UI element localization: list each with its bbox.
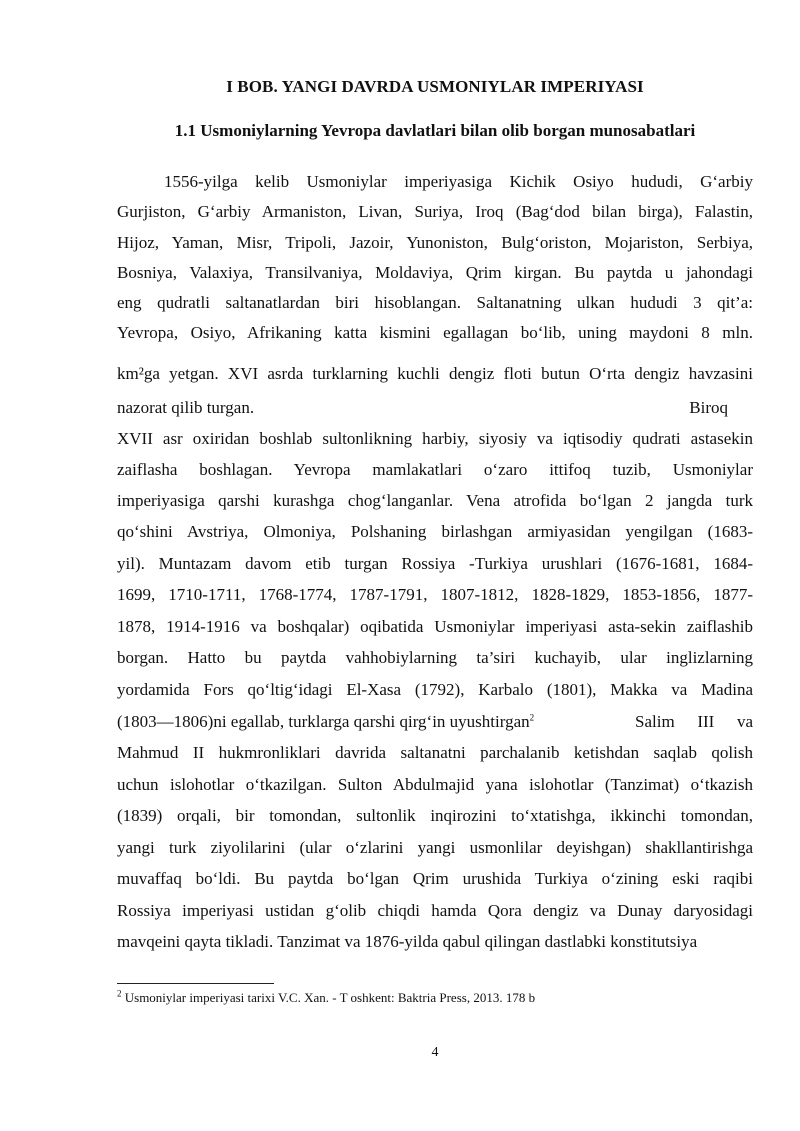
footnote-text: Usmoniylar imperiyasi tarixi V.C. Xan. - T oshkent: Baktria Press, 2013. 178 b [124, 990, 536, 1005]
line-right-text: Biroq [689, 398, 728, 417]
line-left-text [117, 707, 534, 737]
paragraph-line: imperiyasiga qarshi kurashga chog‘langanlar. Vena atrofida bo‘lgan 2 jangda turk [117, 491, 753, 510]
line-left-text-body: (1803—1806)ni egallab, turklarga qarshi qirg‘in uyushtirgan [117, 712, 530, 731]
line-right-word: III [697, 712, 715, 731]
footnote [117, 990, 535, 1006]
section-title: 1.1 Usmoniylarning Yevropa davlatlari bilan olib borgan munosabatlari [174, 121, 696, 140]
paragraph-line: Mahmud II hukmronliklari davrida saltanatni parchalanib ketishdan saqlab qolish [117, 743, 753, 762]
paragraph-line: mavqeini qayta tikladi. Tanzimat va 1876-yilda qabul qilingan dastlabki konstitutsiya [117, 932, 698, 951]
line-left-text: nazorat qilib turgan. [117, 398, 255, 417]
footnote-reference: 2 [529, 712, 535, 723]
paragraph-line: 1699, 1710-1711, 1768-1774, 1787-1791, 1807-1812, 1828-1829, 1853-1856, 1877- [117, 585, 753, 604]
paragraph-line: XVII asr oxiridan boshlab sultonlikning harbiy, siyosiy va iqtisodiy qudrati astasekin [117, 429, 753, 448]
paragraph-line: yangi turk ziyolilarini (ular o‘zlarini yangi usmonlilar deyishgan) shakllantirishga [117, 838, 753, 857]
paragraph-line: qo‘shini Avstriya, Olmoniya, Polshaning birlashgan armiyasidan yengilgan (1683- [117, 522, 753, 541]
paragraph-line: yordamida Fors qo‘ltig‘idagi El-Xasa (1792), Karbalo (1801), Makka va Madina [117, 680, 753, 699]
paragraph-line: 1878, 1914-1916 va boshqalar) oqibatida Usmoniylar imperiyasi asta-sekin zaiflashib [117, 617, 753, 636]
paragraph-line: (1839) orqali, bir tomondan, sultonlik inqirozini to‘xtatishga, ikkinchi tomondan, [117, 806, 753, 825]
line-right-group [635, 707, 753, 737]
paragraph-line: yil). Muntazam davom etib turgan Rossiya -Turkiya urushlari (1676-1681, 1684- [117, 554, 753, 573]
paragraph-line: Rossiya imperiyasi ustidan g‘olib chiqdi hamda Qora dengiz va Dunay daryosidagi [117, 901, 753, 920]
paragraph-line: uchun islohotlar o‘tkazilgan. Sulton Abdulmajid yana islohotlar (Tanzimat) o‘tkazish [117, 775, 753, 794]
paragraph-line: km²ga yetgan. XVI asrda turklarning kuchli dengiz floti butun O‘rta dengiz havzasini [117, 364, 753, 383]
paragraph-line: Bosniya, Valaxiya, Transilvaniya, Moldaviya, Qrim kirgan. Bu paytda u jahondagi [117, 263, 753, 282]
paragraph-line-split [117, 393, 753, 423]
paragraph-line: eng qudratli saltanatlardan biri hisoblangan. Saltanatning ulkan hududi 3 qit’a: [117, 293, 753, 312]
footnote-marker: 2 [117, 988, 122, 999]
line-right-word: Salim [635, 712, 675, 731]
paragraph-line-split [117, 707, 753, 737]
paragraph-line: 1556-yilga kelib Usmoniylar imperiyasiga Kichik Osiyo hududi, G‘arbiy [164, 172, 753, 191]
chapter-title: I BOB. YANGI DAVRDA USMONIYLAR IMPERIYASI [226, 77, 644, 96]
paragraph-line: Hijoz, Yaman, Misr, Tripoli, Jazoir, Yunoniston, Bulg‘oriston, Mojariston, Serbiya, [117, 233, 753, 252]
paragraph-line: Yevropa, Osiyo, Afrikaning katta kismini egallagan bo‘lib, uning maydoni 8 mln. [117, 323, 753, 342]
paragraph-line: zaiflasha boshlagan. Yevropa mamlakatlari o‘zaro ittifoq tuzib, Usmoniylar [117, 460, 753, 479]
footnote-separator [117, 983, 274, 984]
line-right-word: va [736, 712, 753, 731]
paragraph-line: Gurjiston, G‘arbiy Armaniston, Livan, Suriya, Iroq (Bag‘dod bilan birga), Falastin, [117, 202, 753, 221]
paragraph-line: muvaffaq bo‘ldi. Bu paytda bo‘lgan Qrim urushida Turkiya o‘zining eski raqibi [117, 869, 753, 888]
page-number: 4 [431, 1045, 439, 1060]
paragraph-line: borgan. Hatto bu paytda vahhobiylarning ta’siri kuchayib, ular inglizlarning [117, 648, 753, 667]
